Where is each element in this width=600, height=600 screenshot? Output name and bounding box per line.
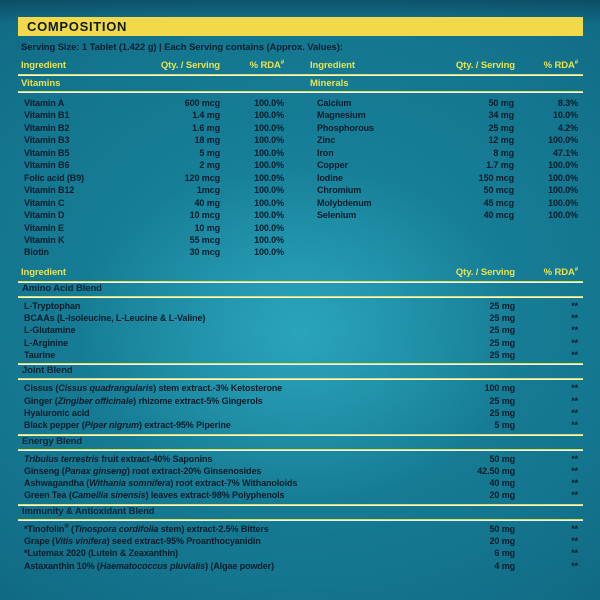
qty-value: 25 mg bbox=[489, 300, 515, 311]
qty-value: 100 mg bbox=[484, 383, 515, 394]
ingredient-name: BCAAs (L-Isoleucine, L-Leucine & L-Valine) bbox=[24, 313, 206, 324]
rda-value: ** bbox=[571, 313, 578, 324]
table-row bbox=[24, 197, 284, 209]
rda-value: 100.0% bbox=[548, 197, 578, 208]
qty-value: 50 mg bbox=[489, 453, 515, 464]
ingredient-name: Vitamin B12 bbox=[24, 185, 75, 196]
qty-value: 18 mg bbox=[194, 135, 220, 146]
qty-value: 12 mg bbox=[488, 135, 514, 146]
page-title: COMPOSITION bbox=[27, 19, 128, 34]
table-row bbox=[24, 184, 284, 196]
table-row bbox=[24, 419, 578, 431]
qty-value: 25 mg bbox=[488, 122, 514, 133]
rda-value: ** bbox=[571, 560, 578, 571]
vitamins-title: Vitamins bbox=[21, 78, 61, 89]
rda-value: 100.0% bbox=[254, 234, 284, 245]
table-row bbox=[317, 109, 578, 121]
table-row bbox=[24, 312, 578, 324]
rda-value: 100.0% bbox=[548, 210, 578, 221]
blend-title: Energy Blend bbox=[22, 435, 83, 447]
ingredient-name: *Tinofolin® (Tinospora cordifolia stem) extract-2.5% Bitters bbox=[24, 523, 269, 534]
ingredient-name: Folic acid (B9) bbox=[24, 172, 85, 183]
table-row bbox=[317, 209, 578, 221]
qty-value: 45 mcg bbox=[483, 197, 514, 208]
blend-title: Amino Acid Blend bbox=[22, 282, 102, 294]
rda-value: 100.0% bbox=[548, 160, 578, 171]
qty-value: 55 mcg bbox=[189, 234, 220, 245]
ingredient-name: Vitamin C bbox=[24, 197, 65, 208]
qty-value: 20 mg bbox=[489, 536, 515, 547]
qty-value: 50 mg bbox=[488, 98, 514, 108]
table-row bbox=[24, 109, 284, 121]
ingredient-name: Phosphorous bbox=[317, 122, 374, 133]
table-row bbox=[24, 349, 578, 361]
ingredient-name: L-Glutamine bbox=[24, 325, 76, 336]
rda-value: 47.1% bbox=[552, 147, 578, 158]
rda-value: 100.0% bbox=[254, 185, 284, 196]
rda-value: ** bbox=[571, 407, 578, 418]
ingredient-name: Vitamin B1 bbox=[24, 110, 70, 121]
table-row bbox=[24, 97, 284, 109]
minerals-title: Minerals bbox=[310, 78, 349, 89]
table-row bbox=[24, 159, 284, 171]
rda-value: 100.0% bbox=[254, 98, 284, 108]
blend-rows bbox=[18, 521, 583, 574]
rda-value: ** bbox=[571, 490, 578, 501]
ingredient-name: Copper bbox=[317, 160, 348, 171]
ingredient-name: Ginger (Zingiber officinale) rhizome extract-5% Gingerols bbox=[24, 395, 263, 406]
rda-value: ** bbox=[571, 395, 578, 406]
table-row bbox=[24, 234, 284, 246]
ingredient-name: Grape (Vitis vinifera) seed extract-95% Proanthocyanidin bbox=[24, 536, 261, 547]
group-titles-row bbox=[18, 76, 583, 91]
qty-value: 1.7 mg bbox=[486, 160, 514, 171]
table-row bbox=[317, 197, 578, 209]
rda-value: 100.0% bbox=[254, 147, 284, 158]
qty-value: 50 mg bbox=[489, 523, 515, 534]
top-header-left bbox=[18, 60, 298, 71]
qty-value: 25 mg bbox=[489, 395, 515, 406]
col-ingredient: Ingredient bbox=[310, 60, 355, 71]
table-row bbox=[317, 134, 578, 146]
ingredient-name: Taurine bbox=[24, 350, 56, 361]
ingredient-name: Magnesium bbox=[317, 110, 366, 121]
rda-value: 100.0% bbox=[254, 222, 284, 233]
table-row bbox=[24, 477, 578, 489]
table-row bbox=[24, 172, 284, 184]
rda-value: ** bbox=[571, 325, 578, 336]
table-row bbox=[24, 453, 578, 465]
qty-value: 25 mg bbox=[489, 407, 515, 418]
table-row bbox=[317, 122, 578, 134]
ingredient-name: Black pepper (Piper nigrum) extract-95% Piperine bbox=[24, 420, 231, 431]
qty-value: 25 mg bbox=[489, 350, 515, 361]
rda-value: ** bbox=[571, 350, 578, 361]
rda-value: ** bbox=[571, 536, 578, 547]
ingredient-name: Vitamin B3 bbox=[24, 135, 70, 146]
qty-value: 25 mg bbox=[489, 313, 515, 324]
ingredient-name: Astaxanthin 10% (Haematococcus pluvialis) (Algae powder) bbox=[24, 560, 274, 571]
qty-value: 42.50 mg bbox=[477, 465, 515, 476]
ingredient-name: Green Tea (Camellia sinensis) leaves extract-98% Polyphenols bbox=[24, 490, 285, 501]
rda-value: ** bbox=[571, 465, 578, 476]
rda-value: 100.0% bbox=[254, 160, 284, 171]
table-row bbox=[24, 246, 284, 258]
minerals-list bbox=[298, 93, 583, 259]
qty-value: 120 mcg bbox=[184, 172, 220, 183]
col-qty: Qty. / Serving bbox=[455, 60, 515, 71]
rda-value: ** bbox=[571, 523, 578, 534]
table-row bbox=[24, 535, 578, 547]
table-row bbox=[24, 324, 578, 336]
qty-value: 40 mcg bbox=[483, 210, 514, 221]
blend-rows bbox=[18, 451, 583, 504]
rda-value: 100.0% bbox=[548, 172, 578, 183]
qty-value: 10 mcg bbox=[189, 210, 220, 221]
table-row bbox=[24, 134, 284, 146]
top-header-right bbox=[298, 60, 583, 71]
ingredient-name: Calcium bbox=[317, 98, 352, 108]
top-table-body bbox=[18, 93, 583, 259]
col-rda: % RDA# bbox=[249, 59, 284, 71]
table-row bbox=[24, 147, 284, 159]
ingredient-name: Vitamin B5 bbox=[24, 147, 70, 158]
ingredient-name: Cissus (Cissus quadrangularis) stem extract.-3% Ketosterone bbox=[24, 383, 283, 394]
minerals-title-cell bbox=[298, 78, 583, 89]
ingredient-name: Zinc bbox=[317, 135, 336, 146]
ingredient-name: Chromium bbox=[317, 185, 362, 196]
ingredient-name: L-Arginine bbox=[24, 337, 68, 348]
serving-size-line: Serving Size: 1 Tablet (1.422 g) | Each Serving contains (Approx. Values): bbox=[21, 42, 343, 53]
table-row bbox=[317, 184, 578, 196]
rda-value: 100.0% bbox=[254, 122, 284, 133]
qty-value: 4 mg bbox=[494, 560, 515, 571]
ingredient-name: Iron bbox=[317, 147, 334, 158]
qty-value: 2 mg bbox=[199, 160, 220, 171]
qty-value: 150 mcg bbox=[478, 172, 514, 183]
rda-value: 100.0% bbox=[254, 210, 284, 221]
col-rda: % RDA# bbox=[543, 59, 578, 71]
col-rda: % RDA# bbox=[543, 266, 578, 278]
qty-value: 40 mg bbox=[489, 478, 515, 489]
bottom-table-header bbox=[18, 267, 583, 278]
ingredient-name: Vitamin E bbox=[24, 222, 64, 233]
rda-value: 8.3% bbox=[557, 98, 578, 108]
rda-value: 100.0% bbox=[548, 185, 578, 196]
qty-value: 1.4 mg bbox=[192, 110, 220, 121]
rda-value: ** bbox=[571, 478, 578, 489]
ingredient-name: Ginseng (Panax ginseng) root extract-20% Ginsenosides bbox=[24, 465, 262, 476]
table-row bbox=[24, 300, 578, 312]
ingredient-name: Vitamin K bbox=[24, 234, 65, 245]
ingredient-name: L-Tryptophan bbox=[24, 300, 81, 311]
rda-value: ** bbox=[571, 337, 578, 348]
qty-value: 8 mg bbox=[493, 147, 514, 158]
ingredient-name: Vitamin B2 bbox=[24, 122, 70, 133]
qty-value: 5 mg bbox=[494, 420, 515, 431]
rda-value: 10.0% bbox=[552, 110, 578, 121]
table-row bbox=[24, 407, 578, 419]
rda-value: ** bbox=[571, 300, 578, 311]
rda-value: 100.0% bbox=[254, 197, 284, 208]
table-row bbox=[24, 337, 578, 349]
table-row bbox=[24, 465, 578, 477]
ingredient-name: Iodine bbox=[317, 172, 343, 183]
col-qty: Qty. / Serving bbox=[160, 60, 220, 71]
ingredient-name: Ashwagandha (Withania somnifera) root extract-7% Withanoloids bbox=[24, 478, 298, 489]
ingredient-name: Selenium bbox=[317, 210, 357, 221]
rda-value: 100.0% bbox=[548, 135, 578, 146]
rda-value: 100.0% bbox=[254, 172, 284, 183]
table-row bbox=[24, 222, 284, 234]
table-row bbox=[317, 97, 578, 109]
qty-value: 34 mg bbox=[488, 110, 514, 121]
composition-banner bbox=[18, 17, 583, 36]
table-row bbox=[24, 122, 284, 134]
blend-rows bbox=[18, 380, 583, 433]
table-row bbox=[24, 395, 578, 407]
ingredient-name: Biotin bbox=[24, 247, 49, 258]
qty-value: 20 mg bbox=[489, 490, 515, 501]
table-row bbox=[317, 147, 578, 159]
table-row bbox=[317, 159, 578, 171]
rda-value: 100.0% bbox=[254, 110, 284, 121]
col-ingredient: Ingredient bbox=[21, 60, 66, 71]
composition-label bbox=[18, 17, 583, 574]
ingredient-name: Hyaluronic acid bbox=[24, 407, 90, 418]
ingredient-name: Vitamin A bbox=[24, 98, 65, 108]
table-row bbox=[24, 523, 578, 535]
table-row bbox=[24, 547, 578, 559]
rda-value: 100.0% bbox=[254, 247, 284, 258]
col-ingredient: Ingredient bbox=[21, 266, 66, 278]
qty-value: 6 mg bbox=[494, 548, 515, 559]
rda-value: ** bbox=[571, 548, 578, 559]
rda-value: ** bbox=[571, 420, 578, 431]
qty-value: 1mcg bbox=[196, 185, 220, 196]
top-table-header bbox=[18, 60, 583, 71]
col-qty: Qty. / Serving bbox=[455, 266, 515, 278]
qty-value: 5 mg bbox=[199, 147, 220, 158]
qty-value: 10 mg bbox=[194, 222, 220, 233]
qty-value: 600 mcg bbox=[184, 98, 220, 108]
table-row bbox=[24, 489, 578, 501]
blend-rows bbox=[18, 298, 583, 363]
table-row bbox=[24, 382, 578, 394]
vitamins-title-cell bbox=[18, 78, 298, 89]
qty-value: 50 mcg bbox=[483, 185, 514, 196]
ingredient-name: Molybdenum bbox=[317, 197, 372, 208]
blend-title: Joint Blend bbox=[22, 365, 73, 377]
blend-title: Immunity & Antioxidant Blend bbox=[22, 505, 155, 517]
ingredient-name: *Lutemax 2020 (Lutein & Zeaxanthin) bbox=[24, 548, 179, 559]
qty-value: 40 mg bbox=[194, 197, 220, 208]
rda-value: 100.0% bbox=[254, 135, 284, 146]
rda-value: ** bbox=[571, 383, 578, 394]
table-row bbox=[317, 172, 578, 184]
rda-value: ** bbox=[571, 453, 578, 464]
table-row bbox=[24, 560, 578, 572]
vitamins-list bbox=[18, 93, 298, 259]
qty-value: 30 mcg bbox=[189, 247, 220, 258]
ingredient-name: Vitamin D bbox=[24, 210, 65, 221]
table-row bbox=[24, 209, 284, 221]
blend-sections bbox=[18, 281, 583, 574]
ingredient-name: Vitamin B6 bbox=[24, 160, 70, 171]
qty-value: 25 mg bbox=[489, 337, 515, 348]
qty-value: 25 mg bbox=[489, 325, 515, 336]
qty-value: 1.6 mg bbox=[192, 122, 220, 133]
ingredient-name: Tribulus terrestris fruit extract-40% Saponins bbox=[24, 453, 213, 464]
rda-value: 4.2% bbox=[557, 122, 578, 133]
